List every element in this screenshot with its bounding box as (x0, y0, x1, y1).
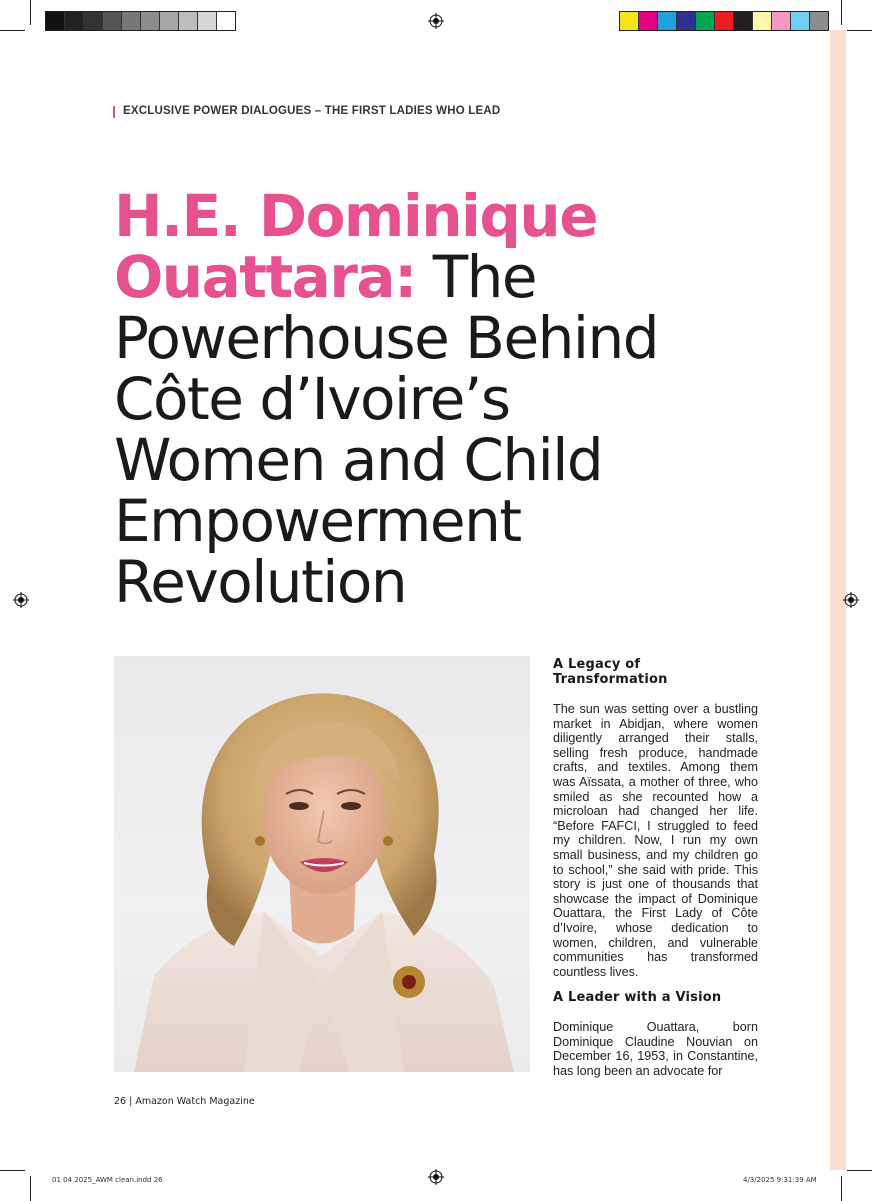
headline-line3: Powerhouse Behind (114, 304, 659, 372)
timestamp-slug: 4/3/2025 9:31:39 AM (743, 1176, 817, 1184)
body-paragraph: The sun was setting over a bustling market in Abidjan, where women diligently arranged their stalls, selling fresh produce, handmade crafts, and textiles. Among them was Aïssata, a mother of three, who smiled as she recounted how a microloan had changed her life. “Before FAFCI, I struggled to feed my children. Now, I run my own small business, and my children go to school,” she said with pride. This story is just one of thousands that showcase the impact of Dominique Ouattara, the First Lady of Côte d’Ivoire, whose dedication to women, children, and vulnerable communities has transformed countless lives. (553, 702, 758, 979)
color-swatch (84, 12, 103, 30)
headline-line6: Empowerment (114, 487, 521, 555)
color-swatch (198, 12, 217, 30)
headline-name-line1: H.E. Dominique (114, 182, 598, 250)
color-swatch (677, 12, 696, 30)
article-headline (114, 182, 814, 616)
crop-mark (841, 1176, 842, 1201)
kicker-accent-bar (113, 106, 115, 118)
file-slug: 01 04 2025_AWM clean.indd 26 (52, 1176, 163, 1184)
grayscale-color-bar (45, 11, 236, 31)
portrait-photo (114, 656, 530, 1072)
registration-mark-icon (13, 592, 29, 608)
headline-line2-rest: The (415, 243, 537, 311)
color-swatch (753, 12, 772, 30)
section-kicker: EXCLUSIVE POWER DIALOGUES – THE FIRST LADIES WHO LEAD (123, 105, 501, 117)
headline-line5: Women and Child (114, 426, 603, 494)
registration-mark-icon (843, 592, 859, 608)
color-swatch (122, 12, 141, 30)
crop-mark (841, 0, 842, 25)
color-swatch (734, 12, 753, 30)
crop-mark (847, 1170, 872, 1171)
crop-mark (847, 30, 872, 31)
portrait-illustration (114, 656, 530, 1072)
page-footer: 26 | Amazon Watch Magazine (114, 1096, 255, 1107)
headline-line7: Revolution (114, 548, 407, 616)
color-swatch (179, 12, 198, 30)
color-swatch (772, 12, 791, 30)
color-swatch (103, 12, 122, 30)
color-swatch (46, 12, 65, 30)
crop-mark (0, 1170, 25, 1171)
body-paragraph: Dominique Ouattara, born Dominique Claudine Nouvian on December 16, 1953, in Constantine, has long been an advocate for (553, 1020, 758, 1079)
section-heading: A Legacy of Transformation (553, 657, 668, 687)
color-swatch (141, 12, 160, 30)
color-swatch (620, 12, 639, 30)
crop-mark (30, 0, 31, 25)
cmyk-color-bar (619, 11, 829, 31)
article-body (553, 657, 758, 1079)
color-swatch (810, 12, 828, 30)
color-swatch (639, 12, 658, 30)
color-swatch (715, 12, 734, 30)
registration-mark-icon (428, 1169, 444, 1185)
crop-mark (30, 1176, 31, 1201)
headline-line4: Côte d’Ivoire’s (114, 365, 510, 433)
crop-mark (0, 30, 25, 31)
color-swatch (65, 12, 84, 30)
color-swatch (658, 12, 677, 30)
color-swatch (696, 12, 715, 30)
color-swatch (160, 12, 179, 30)
color-swatch (791, 12, 810, 30)
color-swatch (217, 12, 235, 30)
registration-mark-icon (428, 13, 444, 29)
section-heading: A Leader with a Vision (553, 990, 722, 1006)
headline-name-line2: Ouattara: (114, 243, 416, 311)
